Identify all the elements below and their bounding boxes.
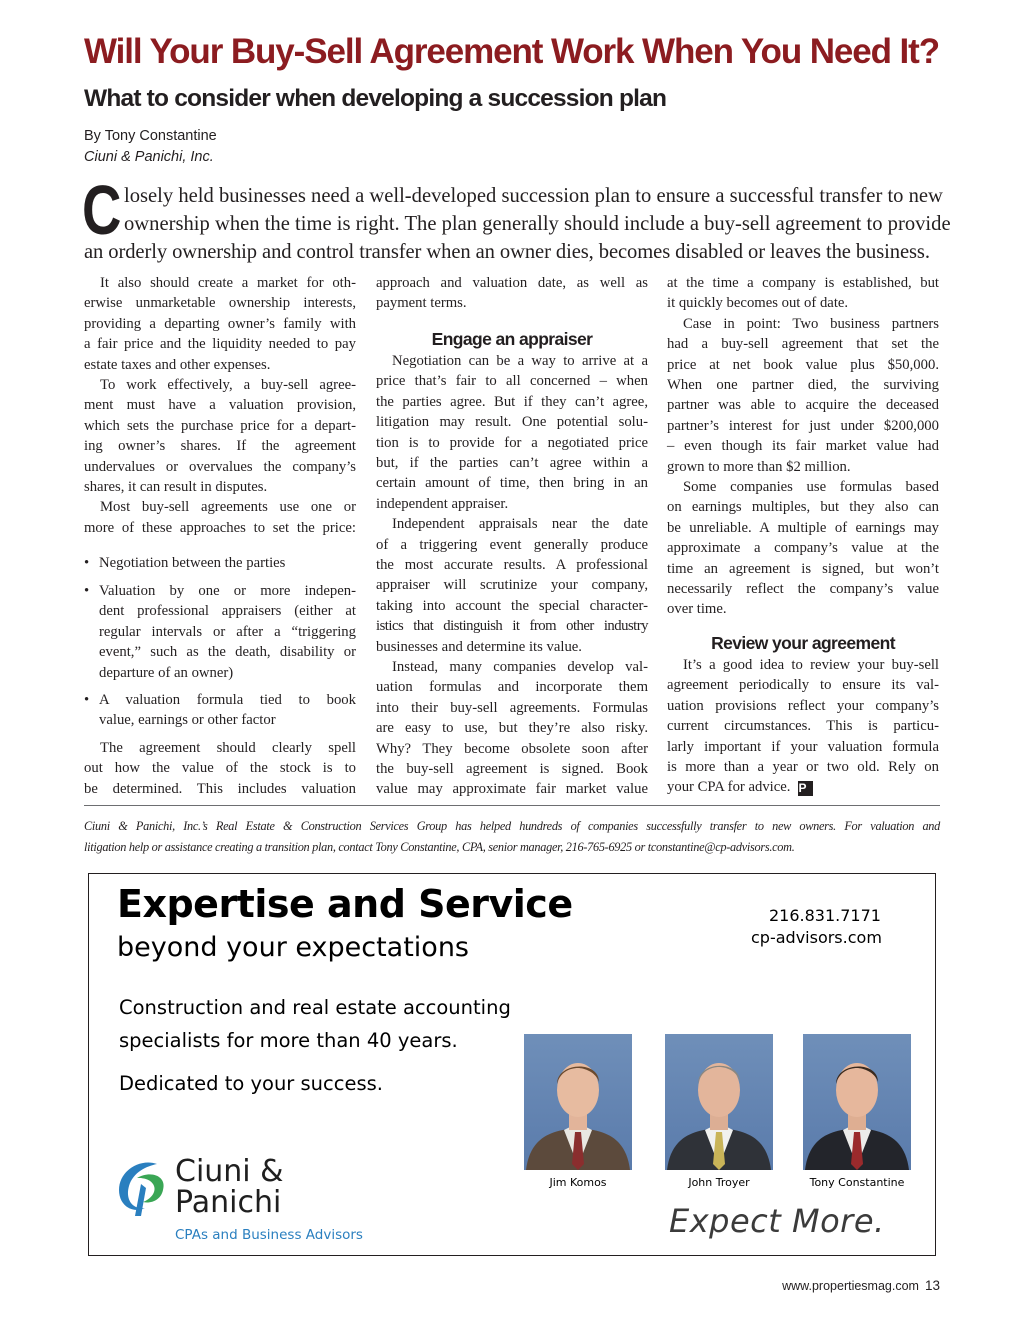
logo-line: Panichi bbox=[175, 1185, 282, 1220]
author-company: Ciuni & Panichi, Inc. bbox=[84, 149, 214, 165]
text-line: ment must have a valuation provision, bbox=[84, 397, 356, 414]
text-line: are easy to use, but they’re also risky. bbox=[376, 720, 648, 737]
text-line: of a triggering event generally produce bbox=[376, 536, 648, 553]
text-line: value, earnings or other factor bbox=[99, 712, 276, 729]
portrait-photo bbox=[665, 1034, 773, 1170]
text-line bbox=[667, 777, 939, 798]
author-credit-line: Ciuni & Panichi, Inc.’s Real Estate & Construction Services Group has helped hundreds of companies successfully transfer to new owners. For valuation and bbox=[84, 819, 940, 833]
ad-slogan: Expect More. bbox=[669, 1202, 885, 1240]
ad-phone: 216.831.7171 bbox=[769, 906, 881, 925]
text-line: appraiser will scrutinize your company, bbox=[376, 577, 648, 594]
text-line: be determined. This includes valuation bbox=[84, 780, 356, 797]
text-line: on earnings multiples, but they also can bbox=[667, 499, 939, 516]
page-number: 13 bbox=[924, 1278, 940, 1293]
person-portrait-icon bbox=[524, 1034, 632, 1170]
bullet-text: A valuation formula tied to book bbox=[99, 692, 356, 708]
text-line: departure of an owner) bbox=[99, 664, 234, 681]
text-line: businesses and determine its value. bbox=[376, 638, 582, 655]
text-line: Why? They become obsolete soon after bbox=[376, 740, 648, 757]
text-line: erwise unmarketable ownership interests, bbox=[84, 295, 356, 312]
text-line: partner was able to acquire the deceased bbox=[667, 397, 939, 414]
text-line: Independent appraisals near the date bbox=[392, 516, 648, 533]
text-line: current circumstances. This is particu- bbox=[667, 718, 939, 735]
divider-rule bbox=[84, 805, 940, 806]
text-line: agreement periodically to ensure its val- bbox=[667, 677, 939, 694]
bullet-item bbox=[84, 581, 356, 602]
text-line: payment terms. bbox=[376, 295, 467, 312]
text-line: price at net book value plus $50,000. bbox=[667, 356, 939, 373]
text-line: tion is to provide for a negotiated price bbox=[376, 434, 648, 451]
bullet-text: Negotiation between the parties bbox=[99, 555, 286, 571]
text-line: taking into account the special character- bbox=[376, 597, 648, 614]
text-line: more of these approaches to set the price: bbox=[84, 519, 356, 536]
text-line: certain amount of time, then bring in an bbox=[376, 475, 648, 492]
text-line: a fair price and the liquidity needed to pay bbox=[84, 336, 356, 353]
lead-line: ownership when the time is right. The plan generally should include a buy-sell agreement to provide bbox=[124, 213, 951, 235]
text-line: partner’s interest for just under $200,000 bbox=[667, 417, 939, 434]
text-line: To work effectively, a buy-sell agree- bbox=[100, 377, 356, 393]
ad-body-line: Construction and real estate accounting bbox=[119, 996, 511, 1019]
text-line: which sets the purchase price for a depart- bbox=[84, 417, 356, 434]
text-line: event,” such as the death, disability or bbox=[99, 644, 356, 661]
lead-line: losely held businesses need a well-developed succession plan to ensure a successful transfer to new bbox=[124, 185, 943, 207]
text-line: Some companies use formulas based bbox=[683, 479, 939, 495]
ad-subtitle: beyond your expectations bbox=[117, 932, 470, 963]
text-line: it quickly becomes out of date. bbox=[667, 295, 849, 312]
text-line: the parties agree. But if they can’t agree, bbox=[376, 393, 648, 410]
end-mark: P bbox=[798, 781, 813, 796]
text-line: providing a departing owner’s family with bbox=[84, 315, 356, 332]
text-line: – even though its fair market value had bbox=[667, 438, 939, 455]
bullet-glyph: • bbox=[84, 583, 90, 599]
text-line: dent professional appraisers (either at bbox=[99, 603, 356, 620]
ad-website: cp-advisors.com bbox=[751, 928, 882, 947]
text-line: time an agreement is signed, but won’t bbox=[667, 560, 939, 577]
bullet-glyph: • bbox=[84, 555, 90, 571]
ciuni-panichi-logo-icon bbox=[111, 1156, 171, 1218]
text-line: be unreliable. A multiple of earnings may bbox=[667, 519, 939, 536]
text-line: regular intervals or after a “triggering bbox=[99, 623, 356, 640]
text-line: into their buy-sell agreements. Formulas bbox=[376, 699, 648, 716]
text-line: but, if the parties can’t agree within a bbox=[376, 455, 648, 471]
text-line: the most accurate results. A professional bbox=[376, 557, 648, 573]
text-line: larly important if your valuation formula bbox=[667, 738, 939, 755]
author-credit-line: litigation help or assistance creating a transition plan, contact Tony Constantine, CPA, senior manager, 216-765-6925 or tconstantine@cp-advisors.com. bbox=[84, 840, 795, 854]
logo-line: Ciuni & bbox=[175, 1154, 284, 1189]
portrait-photo bbox=[524, 1034, 632, 1170]
bullet-item bbox=[84, 553, 356, 574]
person-name: Jim Komos bbox=[549, 1176, 607, 1189]
person-portrait-icon bbox=[803, 1034, 911, 1170]
text-line: It’s a good idea to review your buy-sell bbox=[683, 657, 939, 673]
text-line: necessarily reflect the company’s value bbox=[667, 581, 939, 597]
bullet-item bbox=[84, 690, 356, 711]
person-name: Tony Constantine bbox=[809, 1176, 905, 1189]
drop-cap: C bbox=[82, 171, 122, 249]
ad-body-line: Dedicated to your success. bbox=[119, 1072, 383, 1095]
text-line: It also should create a market for oth- bbox=[100, 275, 356, 291]
ad-title: Expertise and Service bbox=[117, 882, 573, 926]
text-line: had a buy-sell agreement that set the bbox=[667, 336, 939, 353]
text-line: at the time a company is established, but bbox=[667, 275, 939, 291]
text-line: uation provisions reflect your company’s bbox=[667, 697, 939, 714]
text-line-final: your CPA for advice. bbox=[667, 779, 791, 796]
text-line: out how the value of the stock is to bbox=[84, 760, 356, 777]
bullet-text: Valuation by one or more indepen- bbox=[99, 583, 356, 599]
text-line: is more than a year or two old. Rely on bbox=[667, 759, 939, 775]
person-portrait-icon bbox=[665, 1034, 773, 1170]
person-name: John Troyer bbox=[688, 1176, 750, 1189]
text-line: the buy-sell agreement is signed. Book bbox=[376, 761, 648, 777]
text-line: price that’s fair to all concerned – when bbox=[376, 373, 648, 390]
text-line: grown to more than $2 million. bbox=[667, 458, 851, 475]
advertisement bbox=[88, 873, 936, 1256]
text-line: Negotiation can be a way to arrive at a bbox=[392, 353, 648, 369]
text-line: undervalues or overvalues the company’s bbox=[84, 458, 356, 475]
article-subtitle: What to consider when developing a succession plan bbox=[84, 85, 667, 112]
text-line: independent appraiser. bbox=[376, 495, 509, 512]
text-line: Instead, many companies develop val- bbox=[392, 659, 648, 675]
logo-tagline: CPAs and Business Advisors bbox=[175, 1227, 363, 1243]
byline: By Tony Constantine bbox=[84, 128, 217, 144]
text-line: uation formulas and incorporate them bbox=[376, 679, 648, 696]
text-line: estate taxes and other expenses. bbox=[84, 356, 271, 373]
text-line: When one partner died, the surviving bbox=[667, 377, 939, 393]
text-line: approach and valuation date, as well as bbox=[376, 275, 648, 291]
article-title: Will Your Buy-Sell Agreement Work When You Need It? bbox=[84, 32, 939, 71]
page-footer bbox=[782, 1278, 940, 1293]
text-line: litigation may result. One potential solu- bbox=[376, 414, 648, 431]
text-line: approximate a company’s value at the bbox=[667, 540, 939, 557]
footer-website: www.propertiesmag.com bbox=[782, 1279, 919, 1293]
text-line: istics that distinguish it from other industry bbox=[376, 618, 648, 635]
text-line: Case in point: Two business partners bbox=[683, 315, 939, 332]
text-line: ing owner’s shares. If the agreement bbox=[84, 438, 356, 455]
bullet-glyph: • bbox=[84, 692, 90, 708]
logo-wordmark bbox=[175, 1156, 284, 1218]
ad-body-line: specialists for more than 40 years. bbox=[119, 1029, 458, 1052]
lead-line: an orderly ownership and control transfer when an owner dies, becomes disabled or leaves the business. bbox=[84, 241, 930, 263]
text-line: value may approximate fair market value bbox=[376, 781, 648, 798]
text-line: shares, it can result in disputes. bbox=[84, 479, 268, 495]
text-line: over time. bbox=[667, 601, 727, 618]
text-line: The agreement should clearly spell bbox=[100, 740, 356, 756]
text-line: Most buy-sell agreements use one or bbox=[100, 499, 356, 516]
portrait-photo bbox=[803, 1034, 911, 1170]
section-heading: Review your agreement bbox=[711, 633, 895, 653]
section-heading: Engage an appraiser bbox=[431, 329, 593, 349]
